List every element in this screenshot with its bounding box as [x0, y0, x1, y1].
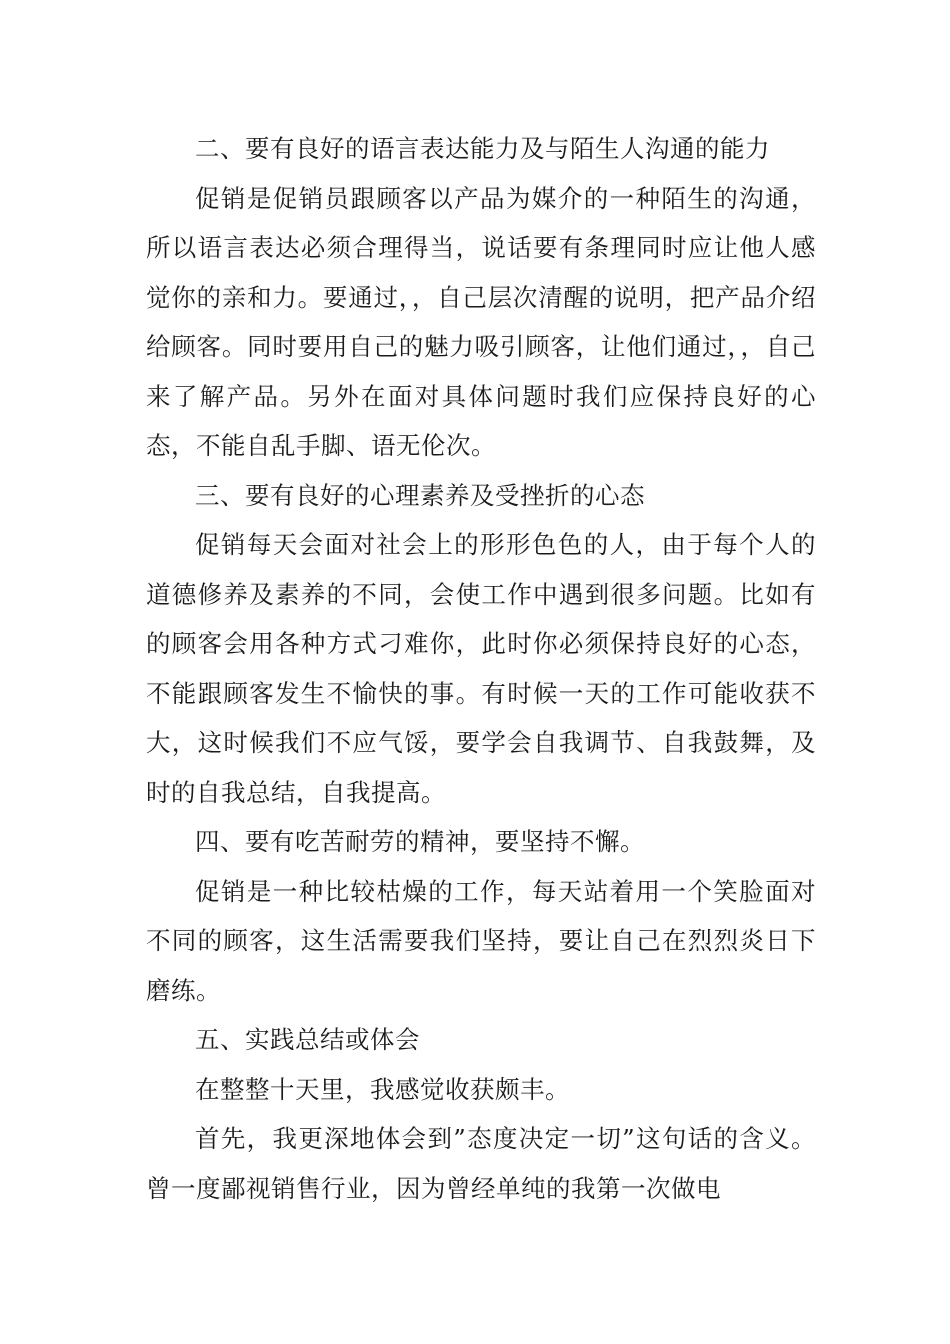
section-heading-2: 二、要有良好的语言表达能力及与陌生人沟通的能力 — [195, 134, 770, 163]
body-paragraph: 促销是一种比较枯燥的工作，每天站着用一个笑脸面对不同的顾客，这生活需要我们坚持，要让自己在烈烈炎日下磨练。 — [146, 876, 816, 1005]
section-heading-3: 三、要有良好的心理素养及受挫折的心态 — [195, 480, 645, 510]
section-heading-5: 五、实践总结或体会 — [195, 1025, 420, 1054]
section-heading-4: 四、要有吃苦耐劳的精神，要坚持不懈。 — [195, 827, 645, 856]
body-paragraph: 促销每天会面对社会上的形形色色的人，由于每个人的道德修养及素养的不同，会使工作中遇到很多问题。比如有的顾客会用各种方式刁难你，此时你必须保持良好的心态，不能跟顾客发生不愉快的事。有时候一天的工作可能收获不大，这时候我们不应气馁，要学会自我调节、自我鼓舞，及时的自我总结，自我提高。 — [146, 530, 816, 807]
document-body — [146, 124, 816, 1213]
body-paragraph: 首先，我更深地体会到”态度决定一切”这句话的含义。曾一度鄙视销售行业，因为曾经单纯的我第一次做电 — [146, 1124, 816, 1203]
body-paragraph: 在整整十天里，我感觉收获颇丰。 — [195, 1074, 570, 1104]
body-paragraph: 促销是促销员跟顾客以产品为媒介的一种陌生的沟通，所以语言表达必须合理得当，说话要有条理同时应让他人感觉你的亲和力。要通过，，自己层次清醒的说明，把产品介绍给顾客。同时要用自己的魅力吸引顾客，让他们通过，，自己来了解产品。另外在面对具体问题时我们应保持良好的心态，不能自乱手脚、语无伦次。 — [146, 183, 816, 460]
